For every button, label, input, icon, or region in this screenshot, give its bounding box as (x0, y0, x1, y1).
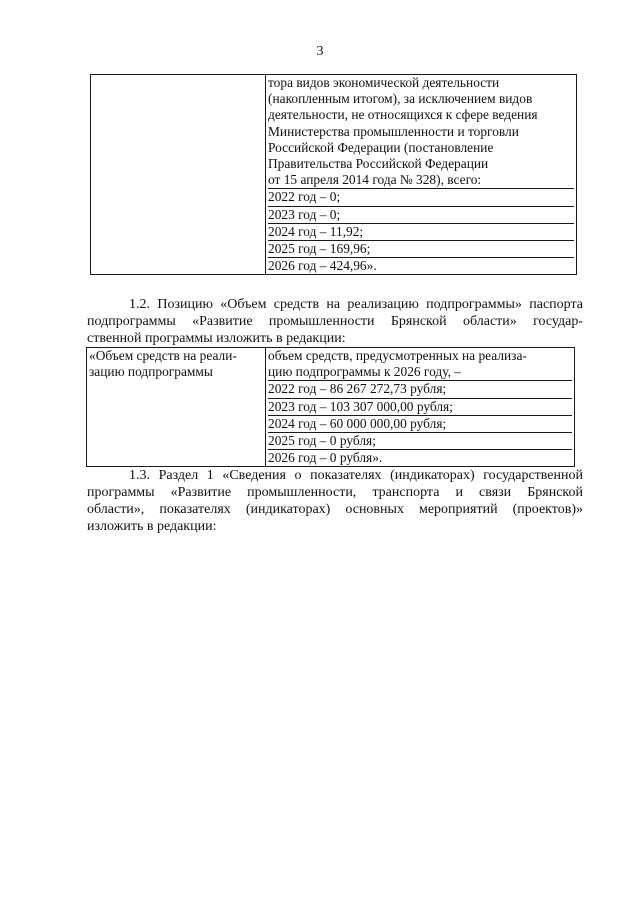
paragraph-line: программы «Развитие промышленности, транспорта и связи Брянской (87, 485, 583, 500)
page-number: 3 (316, 44, 324, 59)
table-cell-position-name (87, 348, 266, 467)
paragraph-1-2 (87, 296, 583, 347)
year-value-line: 2023 год – 103 307 000,00 рубля; (268, 399, 572, 416)
year-value-line: 2026 год – 0 рубля». (268, 450, 383, 466)
year-value-line: 2025 год – 169,96; (268, 241, 574, 258)
indicator-table-continuation (90, 74, 577, 275)
paragraph-line: 1.3. Раздел 1 «Сведения о показателях (индикаторах) государственной (129, 468, 583, 483)
table-cell-funding-values (266, 348, 575, 467)
text-line: (накопленным итогом), за исключением видов (268, 91, 533, 107)
text-line: Министерства промышленности и торговли (268, 123, 519, 139)
year-value-line: 2024 год – 11,92; (268, 224, 574, 241)
year-value-line: 2023 год – 0; (268, 207, 574, 224)
paragraph-1-3 (87, 467, 583, 535)
table-cell-empty (91, 75, 266, 275)
year-value-line: 2022 год – 86 267 272,73 рубля; (268, 381, 572, 398)
year-value-line: 2024 год – 60 000 000,00 рубля; (268, 416, 572, 433)
text-line: Российской Федерации (постановление (268, 139, 494, 155)
paragraph-line: изложить в редакции: (87, 519, 217, 534)
funding-table (86, 347, 575, 467)
text-line: Правительства Российской Федерации (268, 156, 489, 172)
year-value-line: 2022 год – 0; (268, 189, 574, 206)
year-value-line: 2025 год – 0 рубля; (268, 433, 572, 450)
text-line: деятельности, не относящихся к сфере ведения (268, 107, 538, 123)
text-line: цию подпрограммы к 2026 году, – (268, 364, 572, 381)
text-line: объем средств, предусмотренных на реализа- (268, 348, 527, 363)
text-line: от 15 апреля 2014 года № 328), всего: (268, 172, 574, 189)
paragraph-line: ственной программы изложить в редакции: (87, 331, 346, 346)
paragraph-line: 1.2. Позицию «Объем средств на реализацию подпрограммы» паспорта (129, 297, 583, 312)
table-row (91, 75, 577, 275)
paragraph-line: подпрограммы «Развитие промышленности Брянской области» государ- (87, 314, 583, 329)
paragraph-line: области», показателях (индикаторах) основных мероприятий (проектов)» (87, 502, 583, 517)
year-value-line: 2026 год – 424,96». (268, 258, 377, 274)
text-line: зацию подпрограммы (89, 364, 213, 380)
text-line: «Объем средств на реали- (89, 348, 237, 363)
table-cell-indicator-text (266, 75, 577, 275)
text-line: тора видов экономической деятельности (268, 75, 500, 90)
table-row (87, 348, 575, 467)
